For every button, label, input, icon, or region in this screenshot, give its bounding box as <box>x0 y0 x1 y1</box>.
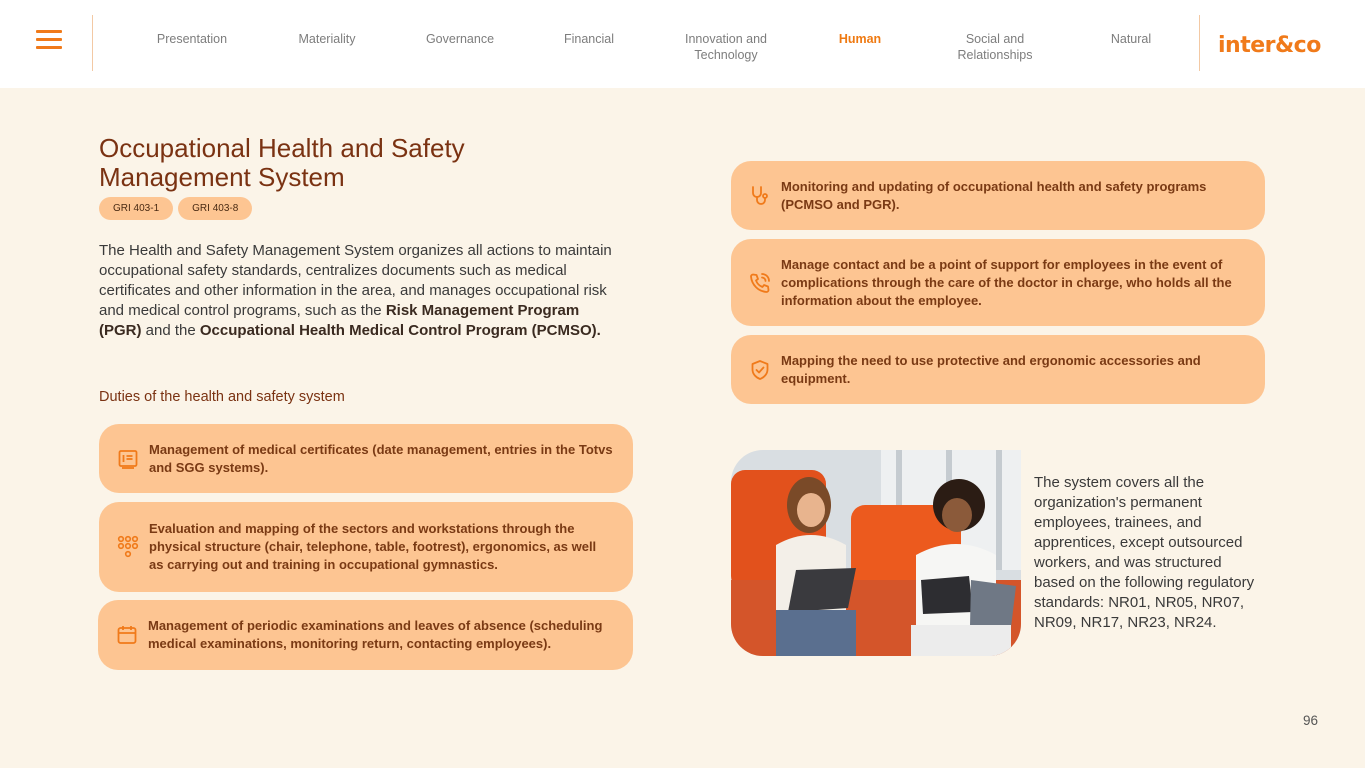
gri-tag: GRI 403-8 <box>178 197 252 220</box>
gri-tags <box>99 197 252 220</box>
duty-card-periodic-exams <box>98 600 633 670</box>
duties-heading: Duties of the health and safety system <box>99 389 345 405</box>
intro-bold-pgr: Risk Management Program (PGR) <box>99 302 580 339</box>
hamburger-menu-icon[interactable] <box>36 30 62 52</box>
shield-check-icon <box>749 359 771 381</box>
nav-divider-left <box>92 15 93 71</box>
card-monitoring-programs <box>731 161 1265 230</box>
intro-text: and the <box>141 322 200 339</box>
nav-tab-governance[interactable]: Governance <box>425 32 495 46</box>
duty-card-medical-certificates <box>99 424 633 493</box>
top-navigation-bar <box>0 0 1365 88</box>
nav-divider-right <box>1199 15 1200 71</box>
card-text: Mapping the need to use protective and ergonomic accessories and equipment. <box>781 352 1201 386</box>
page-title: Occupational Health and Safety Management System <box>99 133 465 192</box>
page-number: 96 <box>1303 713 1319 728</box>
card-text: Monitoring and updating of occupational health and safety programs (PCMSO and PGR). <box>781 178 1207 212</box>
nav-tab-materiality[interactable]: Materiality <box>298 32 356 46</box>
duty-text: Management of medical certificates (date management, entries in the Totvs and SGG systems). <box>149 441 613 475</box>
stethoscope-icon <box>749 185 771 207</box>
card-contact-support <box>731 239 1265 326</box>
nav-tab-natural[interactable]: Natural <box>1110 32 1152 46</box>
nav-tab-presentation[interactable]: Presentation <box>156 32 228 46</box>
employees-photo <box>731 450 1021 656</box>
workstation-grid-icon <box>117 536 139 558</box>
nav-tab-human[interactable]: Human <box>838 32 882 46</box>
calendar-icon <box>116 624 138 646</box>
intro-text: The Health and Safety Management System organizes all actions to maintain occupational safety standards, centralizes documents such as medical certificates and other information in the area, and manages occupational risk and medical control programs, such as the <box>99 242 612 319</box>
phone-call-icon <box>749 272 771 294</box>
nav-tab-social-relationships[interactable]: Social and Relationships <box>957 32 1033 62</box>
inter-and-co-logo[interactable] <box>1218 33 1321 59</box>
nav-tab-innovation-technology[interactable]: Innovation and Technology <box>684 32 767 62</box>
certificate-icon <box>117 448 139 470</box>
duty-card-workstations <box>99 502 633 592</box>
card-protective-equipment <box>731 335 1265 404</box>
card-text: Manage contact and be a point of support for employees in the event of complications through the care of the doctor in charge, who holds all the information about the employee. <box>781 256 1232 308</box>
duty-text: Management of periodic examinations and leaves of absence (scheduling medical examinations, monitoring return, contacting employees). <box>148 618 603 651</box>
intro-paragraph <box>99 241 619 341</box>
logo-text: inter&co <box>1218 33 1321 58</box>
nav-tab-financial[interactable]: Financial <box>563 32 615 46</box>
duty-text: Evaluation and mapping of the sectors and workstations through the physical structure (chair, telephone, table, footrest), ergonomics, as well as carrying out and training in occupational gymnastics. <box>149 521 597 572</box>
intro-bold-pcmso: Occupational Health Medical Control Program (PCMSO). <box>199 322 601 339</box>
coverage-paragraph: The system covers all the organization's permanent employees, trainees, and apprentices, except outsourced workers, and was structured based on the following regulatory standards: NR01, NR05, NR07, NR09, NR17, NR23, NR24. <box>1034 474 1255 631</box>
gri-tag: GRI 403-1 <box>99 197 173 220</box>
